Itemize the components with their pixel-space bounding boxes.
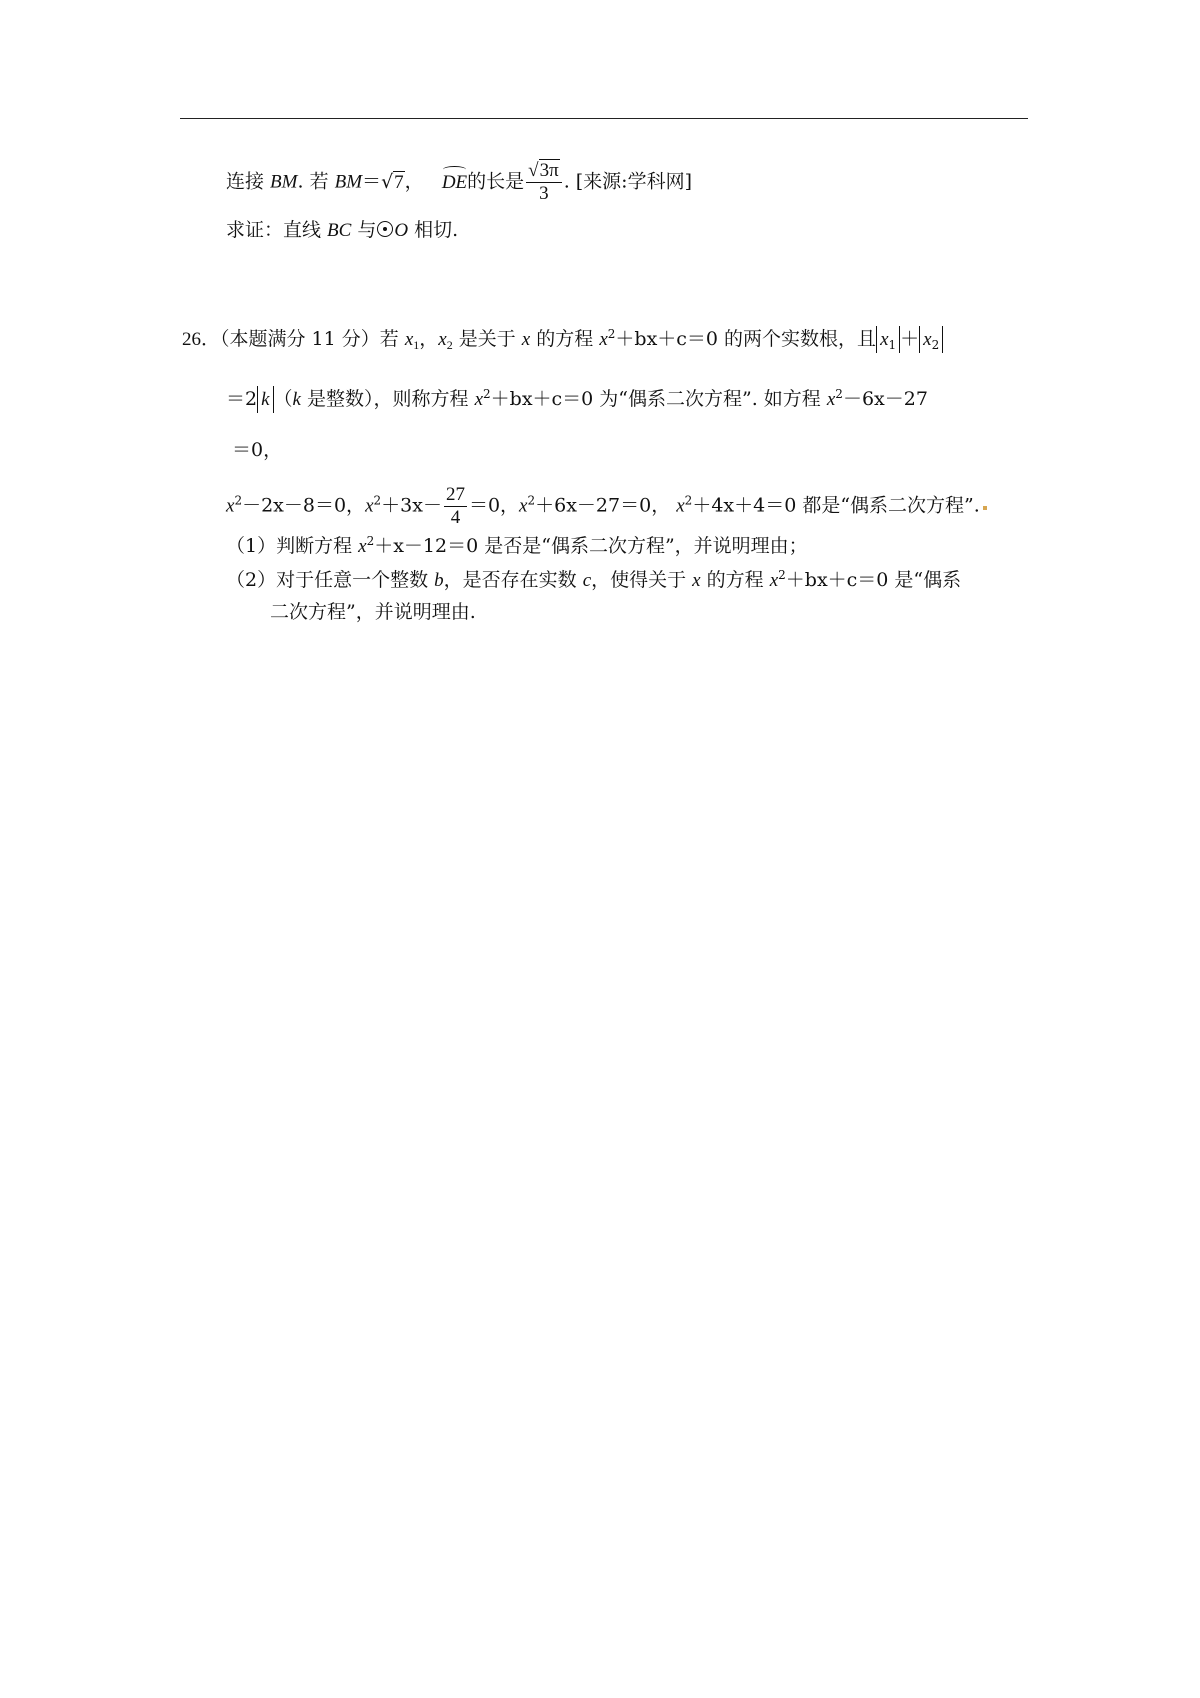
q25-line2: 求证：直线 BC 与 O 相切. [226,219,459,241]
q26-part2-cont: 二次方程”，并说明理由. [270,601,476,623]
q26-part2: （2）对于任意一个整数 b，是否存在实数 c，使得关于 x 的方程 $x^2+bx+c=0$ 是“偶系 [226,568,962,591]
fraction-27-over-4: $\frac{27}{4}$ [445,484,465,528]
question-number: 26． [182,329,221,350]
q25-line1: 连接 BM. 若 BM＝√7， DE的长是 $\frac{√3\pi}{3}$ . [来源:学科网] [226,160,692,204]
abs-k: k [257,386,273,413]
q26-line2: ＝2 k （k 是整数），则称方程 $x^2+bx+c=0$ 为“偶系二次方程”. 如方程 $x^2-6x-27$ [226,386,928,413]
q26-line1: 26．（本题满分 11 分）若 $x_1$，$x_2$ 是关于 x 的方程 $x^2+bx+c=0$ 的两个实数根，且 $x_1 + x_2$ [182,326,943,353]
q26-part1: （1）判断方程 $x^2+x-12=0$ 是否是“偶系二次方程”，并说明理由； [226,534,808,557]
arc-de: DE [442,170,467,195]
abs-x2: $x_2$ [919,326,943,353]
circle-dot-icon [377,221,393,237]
abs-x1: $x_1$ [876,326,900,353]
sqrt-7: √7 [381,170,404,193]
dot-mark [983,506,987,510]
header-rule [180,118,1028,119]
fraction-sqrt3pi-over-3: $\frac{√3\pi}{3}$ [526,160,562,205]
q26-examples: $x^2-2x-8=0$，$x^2+3x-$ $\frac{27}{4}$ ＝0，$x^2+6x-27=0$， $x^2+4x+4=0$ 都是“偶系二次方程”. [226,484,987,529]
q26-line3: ＝0， [232,439,283,461]
